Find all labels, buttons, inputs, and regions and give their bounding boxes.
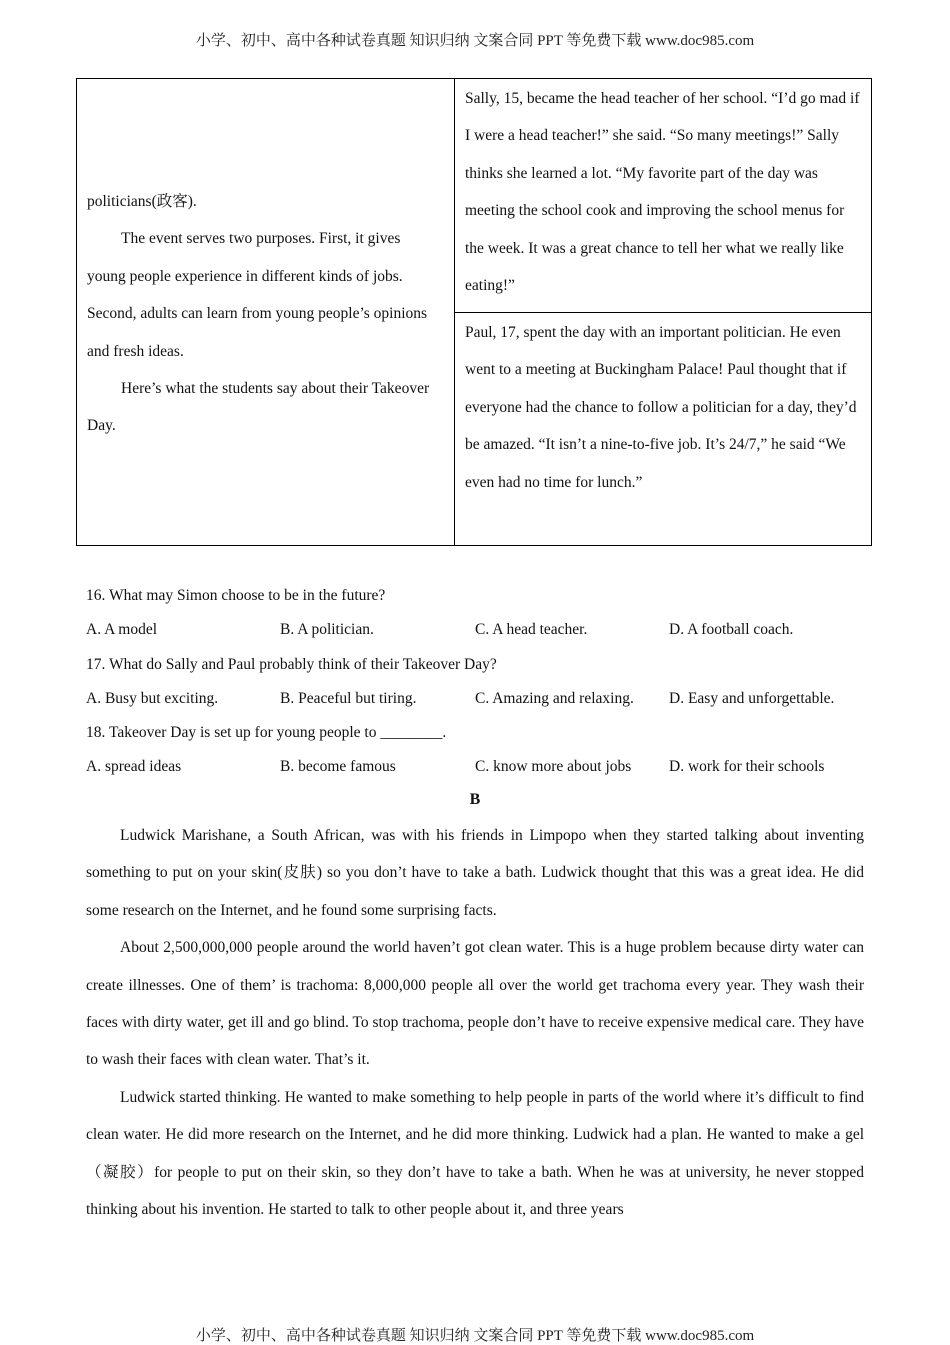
- sally-cell: [455, 79, 871, 313]
- option-b: B. Peaceful but tiring.: [280, 689, 417, 707]
- question-16-options: [86, 613, 876, 647]
- option-d: D. Easy and unforgettable.: [669, 689, 835, 707]
- sally-text: Sally, 15, became the head teacher of her school. “I’d go mad if I were a head teacher!” she said. “So many meetings!” Sally thinks she learned a lot. “My favorite part of the day was meeting the school cook and improving the school menus for the week. It was a great chance to tell her what we really like eating!”: [465, 90, 860, 295]
- option-a: A. A model: [86, 621, 158, 639]
- passage-paragraph-2: About 2,500,000,000 people around the world haven’t got clean water. This is a huge problem because dirty water can create illnesses. One of them’ is trachoma: 8,000,000 people all over the world get trachoma every year. They wash their faces with dirty water, get ill and go blind. To stop trachoma, people don’t have to receive expensive medical care. They have to wash their faces with clean water. That’s it.: [86, 939, 864, 1069]
- question-18-options: [86, 750, 876, 784]
- page-header: 小学、初中、高中各种试卷真题 知识归纳 文案合同 PPT 等免费下载 www.doc985.com: [195, 33, 755, 49]
- option-d: D. work for their schools: [669, 758, 825, 776]
- option-d: D. A football coach.: [669, 621, 794, 639]
- left-paragraph-1: politicians(政客).: [87, 193, 197, 210]
- option-a: A. Busy but exciting.: [86, 689, 219, 707]
- section-b-heading: B: [469, 791, 481, 808]
- option-a: A. spread ideas: [86, 758, 182, 776]
- passage-paragraph-1: Ludwick Marishane, a South African, was with his friends in Limpopo when they started talking about inventing something to put on your skin(皮肤) so you don’t have to take a bath. Ludwick thought that this was a great idea. He did some research on the Internet, and he found some surprising facts.: [86, 827, 864, 919]
- option-c: C. know more about jobs: [475, 758, 632, 776]
- table-right-column: [455, 79, 871, 545]
- left-column-text: [87, 183, 442, 445]
- left-paragraph-3: Here’s what the students say about their Takeover Day.: [87, 380, 430, 435]
- option-c: C. Amazing and relaxing.: [475, 689, 634, 707]
- page-footer: 小学、初中、高中各种试卷真题 知识归纳 文案合同 PPT 等免费下载 www.doc985.com: [195, 1328, 755, 1344]
- option-b: B. become famous: [280, 758, 396, 776]
- option-c: C. A head teacher.: [475, 621, 588, 639]
- question-list: [86, 579, 876, 785]
- option-b: B. A politician.: [280, 621, 374, 639]
- question-18: 18. Takeover Day is set up for young people to ________.: [86, 724, 447, 742]
- left-paragraph-2: The event serves two purposes. First, it gives young people experience in different kinds of jobs. Second, adults can learn from young people’s opinions and fresh ideas.: [87, 230, 428, 360]
- reading-table: [76, 78, 872, 546]
- passage-paragraph-3: Ludwick started thinking. He wanted to make something to help people in parts of the world where it’s difficult to find clean water. He did more research on the Internet, and he did more thinking. Ludwick had a plan. He wanted to make a gel（凝胶）for people to put on their skin, so they don’t have to take a bath. When he was at university, he never stopped thinking about his invention. He started to talk to other people about it, and three years: [86, 1088, 864, 1219]
- paul-cell: [455, 313, 871, 545]
- question-17-options: [86, 682, 876, 716]
- paul-text: Paul, 17, spent the day with an important politician. He even went to a meeting at Buckingham Palace! Paul thought that if everyone had the chance to follow a politician for a day, they’d be amazed. “It isn’t a nine-to-five job. It’s 24/7,” he said “We even had no time for lunch.”: [465, 324, 857, 491]
- question-16: 16. What may Simon choose to be in the future?: [86, 587, 386, 604]
- passage-b: [86, 817, 864, 1228]
- question-17: 17. What do Sally and Paul probably think of their Takeover Day?: [86, 655, 497, 673]
- table-left-column: [77, 79, 455, 545]
